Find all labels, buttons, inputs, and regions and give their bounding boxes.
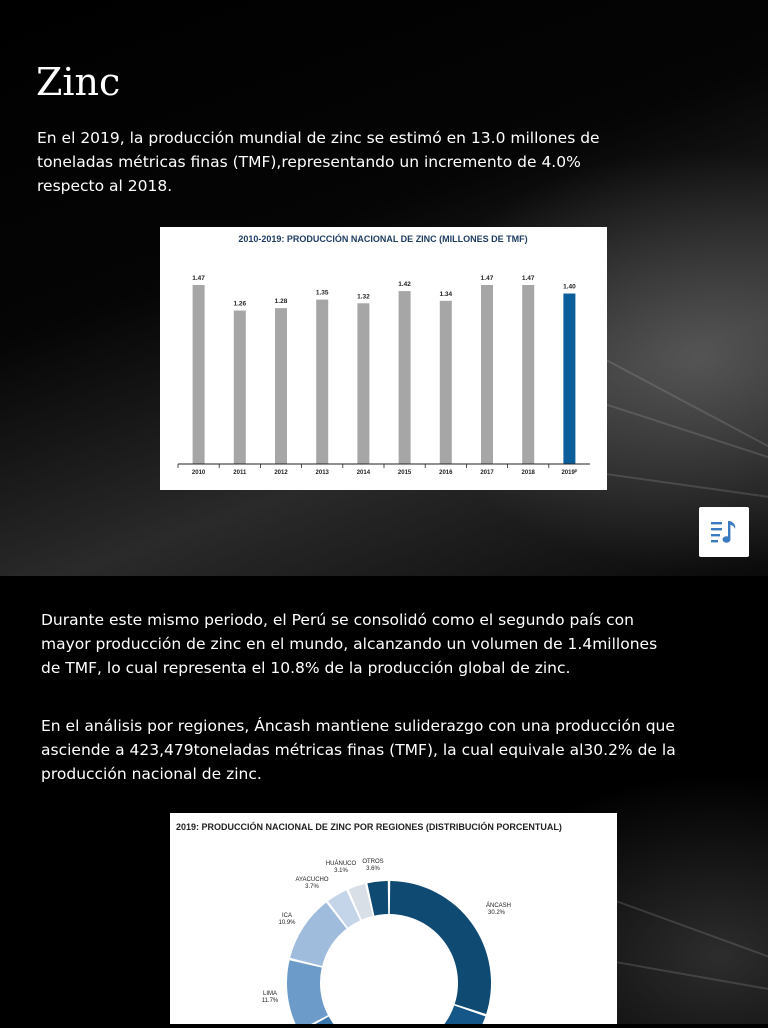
x-tick-label: 2012 <box>274 470 288 476</box>
regional-zinc-donut-chart <box>170 813 617 1024</box>
bar <box>357 303 369 464</box>
bar-value-label: 1.40 <box>563 283 576 291</box>
bar <box>275 308 287 464</box>
slice-name-label: AYACUCHO <box>295 877 329 883</box>
bar-value-label: 1.34 <box>439 290 453 298</box>
slice-name-label: LIMA <box>262 991 278 997</box>
bar-value-label: 1.47 <box>521 275 535 282</box>
production-paragraph: Durante este mismo periodo, el Perú se consolidó como el segundo país con mayor producción de zinc en el mundo, alcanzando un volumen de 1.4millones de TMF, lo cual representa el 10.8% de la producción global de zinc. <box>41 611 658 677</box>
bar-value-label: 1.32 <box>357 293 370 301</box>
slice-percent-label: 3.6% <box>366 866 380 872</box>
national-zinc-bar-chart <box>160 227 607 490</box>
chart-title: 2019: PRODUCCIÓN NACIONAL DE ZINC POR REGIONES (DISTRIBUCIÓN PORCENTUAL) <box>176 822 562 832</box>
slice-percent-label: 10.9% <box>278 920 296 926</box>
donut-slice <box>390 881 491 1014</box>
audio-button[interactable] <box>699 507 749 557</box>
donut-chart-panel <box>170 813 617 1024</box>
x-tick-label: 2016 <box>439 470 453 476</box>
x-tick-label: 2015 <box>397 470 412 476</box>
slice-percent-label: 3.7% <box>305 884 319 890</box>
x-tick-label: 2011 <box>233 470 247 476</box>
bar-value-label: 1.28 <box>274 298 288 306</box>
slide-title: Zinc <box>36 60 121 104</box>
slice-name-label: OTROS <box>362 859 384 865</box>
x-tick-label: 2018 <box>521 470 535 476</box>
music-playlist-icon <box>710 519 738 545</box>
bar <box>193 285 205 464</box>
slice-name-label: HUÁNUCO <box>325 861 357 867</box>
bar <box>316 300 328 464</box>
bar-value-label: 1.47 <box>192 275 205 282</box>
slice-percent-label: 11.7% <box>261 998 279 1004</box>
regions-paragraph: En el análisis por regiones, Áncash mantiene suliderazgo con una producción que asciende a 423,479toneladas métricas finas (TMF), la cual equivale al30.2% de la producción nacional de zinc. <box>41 717 676 783</box>
bar-value-label: 1.47 <box>480 275 494 282</box>
x-tick-label: 2013 <box>315 470 329 476</box>
x-tick-label: 2014 <box>356 470 371 476</box>
slice-name-label: ICA <box>281 913 293 919</box>
bar-value-label: 1.42 <box>398 281 411 289</box>
x-tick-label: 2017 <box>480 470 494 476</box>
bar <box>234 311 246 464</box>
bar <box>522 285 534 464</box>
bar <box>481 285 493 464</box>
x-tick-label: 2019ᴾ <box>561 470 578 476</box>
intro-paragraph: En el 2019, la producción mundial de zinc se estimó en 13.0 millones de toneladas métricas finas (TMF),representando un incremento de 4.0% respecto al 2018. <box>37 129 600 195</box>
bar <box>440 301 452 464</box>
chart-title: 2010-2019: PRODUCCIÓN NACIONAL DE ZINC (MILLONES DE TMF) <box>238 234 528 244</box>
bar-chart-panel <box>160 227 607 490</box>
bar <box>563 294 575 464</box>
bar <box>399 291 411 464</box>
donut-slice <box>287 960 328 1024</box>
bar-value-label: 1.35 <box>315 289 329 297</box>
x-tick-label: 2010 <box>191 470 206 476</box>
slice-percent-label: 30.2% <box>488 910 506 916</box>
bar-value-label: 1.26 <box>233 300 247 308</box>
slice-name-label: ÁNCASH <box>486 903 512 909</box>
slice-percent-label: 3.1% <box>334 868 348 874</box>
